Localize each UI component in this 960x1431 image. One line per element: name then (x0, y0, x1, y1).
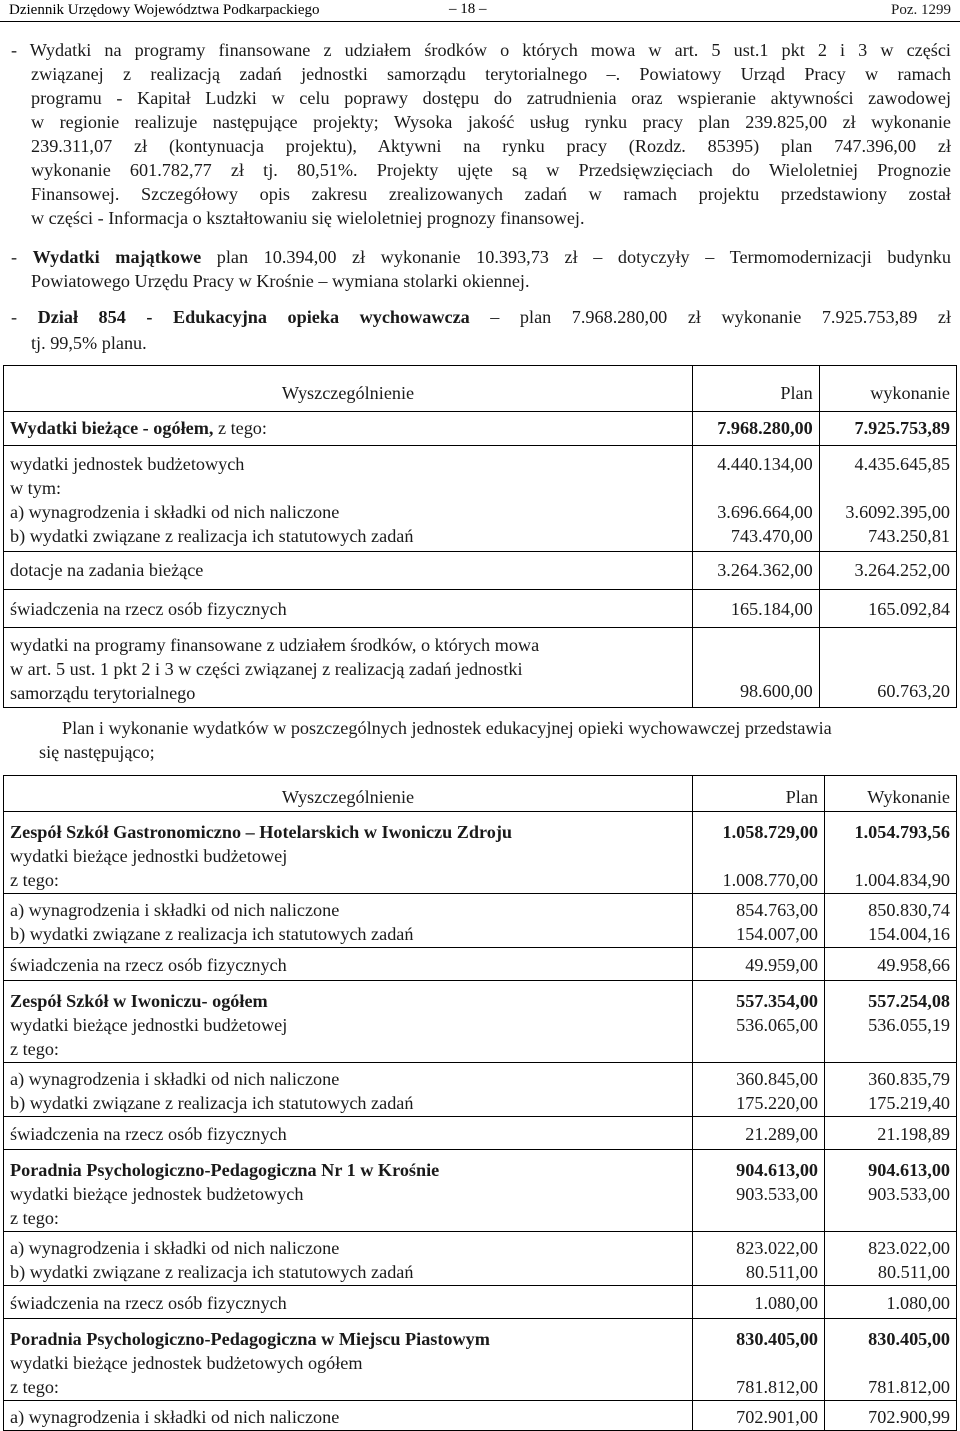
plan-value: 80.511,00 (745, 1262, 818, 1282)
table-row (4, 1286, 957, 1319)
plan-values (693, 1063, 825, 1117)
plan-value: 830.405,00 (736, 1329, 818, 1349)
plan-value (699, 476, 813, 500)
plan-value: 49.959,00 (745, 955, 818, 975)
exec-value: 175.219,40 (868, 1093, 950, 1113)
row-line: Poradnia Psychologiczno-Pedagogiczna w Miejscu Piastowym (10, 1329, 490, 1349)
plan-values (693, 1401, 825, 1431)
row-line: Zespół Szkół w Iwoniczu- ogółem (10, 991, 268, 1011)
table-row (4, 1232, 957, 1286)
plan-value: 743.470,00 (730, 526, 813, 546)
plan-value (699, 1351, 818, 1375)
row-line: samorządu terytorialnego (10, 683, 196, 703)
plan-value: 854.763,00 (736, 900, 818, 920)
plan-value: 175.220,00 (736, 1093, 818, 1113)
plan-values (693, 1319, 825, 1401)
plan-value (699, 844, 818, 868)
row-line: z tego: (10, 1039, 59, 1059)
position-number: Poz. 1299 (891, 2, 951, 18)
exec-value (826, 476, 950, 500)
exec-value: 360.835,79 (868, 1069, 950, 1089)
row-label (4, 1232, 693, 1286)
row-line: Poradnia Psychologiczno-Pedagogiczna Nr 1 w Krośnie (10, 1160, 440, 1180)
exec-values (825, 1401, 957, 1431)
table-header-row (4, 776, 957, 812)
row-line: b) wydatki związane z realizacja ich statutowych zadań (10, 526, 414, 546)
row-label (4, 412, 693, 446)
exec-value: 781.812,00 (868, 1377, 950, 1397)
row-line: b) wydatki związane z realizacja ich statutowych zadań (10, 1093, 414, 1113)
header-plan: Plan (693, 776, 825, 812)
exec-value: 904.613,00 (868, 1160, 950, 1180)
exec-value: 154.004,16 (868, 924, 950, 944)
exec-value: 165.092,84 (819, 590, 956, 628)
row-label (4, 1150, 693, 1232)
table-header-row (4, 366, 957, 412)
units-table (3, 775, 957, 1431)
row-line: a) wynagrodzenia i składki od nich naliczone (10, 1069, 340, 1089)
row-line: wydatki na programy finansowane z udziałem środków, o których mowa (10, 635, 540, 655)
row-line: a) wynagrodzenia i składki od nich naliczone (10, 502, 340, 522)
header-description: Wyszczególnienie (4, 776, 693, 812)
exec-values (825, 1319, 957, 1401)
paragraph-line: Plan i wykonanie wydatków w poszczególnych jednostek edukacyjnej opieki wychowawczej przedstawia (62, 718, 832, 738)
row-line: wydatki jednostek budżetowych (10, 454, 245, 474)
table-row (4, 590, 957, 628)
row-label (4, 812, 693, 894)
exec-value (831, 1206, 950, 1230)
plan-value: 1.080,00 (754, 1293, 818, 1313)
exec-value: 7.925.753,89 (819, 412, 956, 446)
plan-value: 98.600,00 (693, 628, 820, 708)
exec-value: 80.511,00 (877, 1262, 950, 1282)
plan-value: 823.022,00 (736, 1238, 818, 1258)
paragraph-line: tj. 99,5% planu. (31, 333, 147, 353)
exec-values (825, 894, 957, 948)
exec-value: 823.022,00 (868, 1238, 950, 1258)
row-label (4, 948, 693, 981)
exec-value: 850.830,74 (868, 900, 950, 920)
dash: - (11, 247, 33, 267)
line-text: plan 10.394,00 zł wykonanie 10.393,73 zł – dotyczyły – Termomodernizacji budynku (201, 247, 951, 267)
row-line: w tym: (10, 478, 62, 498)
plan-value: 165.184,00 (693, 590, 820, 628)
row-label: świadczenia na rzecz osób fizycznych (4, 590, 693, 628)
exec-value: 1.080,00 (886, 1293, 950, 1313)
exec-value: 3.264.252,00 (819, 552, 956, 590)
table-row (4, 948, 957, 981)
exec-value (831, 1351, 950, 1375)
paragraph-line: Finansowej. Szczegółowy opis zakresu zrealizowanych zadań w ramach projektu przedstawiony został (31, 184, 951, 204)
row-line: b) wydatki związane z realizacja ich statutowych zadań (10, 1262, 414, 1282)
plan-value: 557.354,00 (736, 991, 818, 1011)
plan-value: 536.065,00 (736, 1015, 818, 1035)
plan-values (693, 1117, 825, 1150)
exec-values (825, 1117, 957, 1150)
table-row (4, 1319, 957, 1401)
exec-value (831, 1037, 950, 1061)
plan-value: 154.007,00 (736, 924, 818, 944)
paragraph-line: wykonanie 601.782,77 zł tj. 80,51%. Projekty ujęte są w Przedsięwzięciach do Wieloletniej Prognozie (31, 160, 951, 180)
plan-value: 3.696.664,00 (717, 502, 813, 522)
plan-values (693, 1232, 825, 1286)
exec-value: 702.900,99 (868, 1407, 950, 1427)
exec-value: 743.250,81 (868, 526, 950, 546)
row-label (4, 628, 693, 708)
paragraph-line: 239.311,07 zł (kontynuacja projektu), Aktywni na rynku pracy (Rozdz. 85395) plan 747.396,00 zł (31, 136, 951, 156)
row-line: wydatki bieżące jednostek budżetowych ogółem (10, 1353, 363, 1373)
table-row (4, 628, 957, 708)
majatkowe-paragraph (11, 245, 951, 293)
header-plan: Plan (693, 366, 820, 412)
table-row (4, 412, 957, 446)
row-label-rest: z tego: (213, 418, 267, 438)
plan-values (693, 948, 825, 981)
plan-value: 1.058.729,00 (722, 822, 818, 842)
plan-value: 903.533,00 (736, 1184, 818, 1204)
row-line: świadczenia na rzecz osób fizycznych (10, 955, 287, 975)
paragraph-line (11, 305, 951, 331)
bold-term: Wydatki majątkowe (32, 247, 202, 267)
journal-title: Dziennik Urzędowy Województwa Podkarpackiego (9, 2, 320, 18)
plan-value: 21.289,00 (745, 1124, 818, 1144)
header-rule (0, 21, 960, 22)
exec-value: 21.198,89 (877, 1124, 950, 1144)
exec-values (819, 446, 956, 552)
paragraph-line: związanej z realizacją zadań jednostki samorządu terytorialnego –. Powiatowy Urząd Pracy w ramach (31, 64, 951, 84)
table-row (4, 552, 957, 590)
page-header (9, 0, 951, 20)
exec-values (825, 948, 957, 981)
dash: - (11, 307, 38, 327)
exec-value: 1.004.834,90 (854, 870, 950, 890)
row-line: z tego: (10, 1208, 59, 1228)
exec-value: 1.054.793,56 (854, 822, 950, 842)
paragraph-line: w części - Informacja o kształtowaniu się wieloletniej prognozy finansowej. (31, 208, 585, 228)
row-label (4, 1319, 693, 1401)
paragraph-line: programu - Kapitał Ludzki w celu poprawy dostępu do zatrudnienia oraz wspieranie aktywności zawodowej (31, 88, 951, 108)
row-label: dotacje na zadania bieżące (4, 552, 693, 590)
exec-value: 49.958,66 (877, 955, 950, 975)
row-line: z tego: (10, 1377, 59, 1397)
dzial-paragraph (11, 305, 951, 355)
row-line: a) wynagrodzenia i składki od nich naliczone (10, 900, 340, 920)
row-line: Zespół Szkół Gastronomiczno – Hotelarskich w Iwoniczu Zdroju (10, 822, 513, 842)
exec-value: 60.763,20 (819, 628, 956, 708)
header-exec: Wykonanie (825, 776, 957, 812)
exec-values (825, 1286, 957, 1319)
paragraph-line: w regionie realizuje następujące projekty; Wysoka jakość usług rynku pracy plan 239.825,00 zł wykonanie (31, 112, 951, 132)
plan-value: 4.440.134,00 (717, 454, 813, 474)
summary-table (3, 365, 957, 708)
row-label (4, 1286, 693, 1319)
exec-values (825, 981, 957, 1063)
intro-paragraph (11, 38, 951, 230)
exec-value: 557.254,08 (868, 991, 950, 1011)
plan-value: 702.901,00 (736, 1407, 818, 1427)
plan-value: 781.812,00 (736, 1377, 818, 1397)
row-label (4, 1063, 693, 1117)
table-row (4, 981, 957, 1063)
plan-paragraph (10, 716, 951, 764)
plan-value: 360.845,00 (736, 1069, 818, 1089)
plan-value (699, 1206, 818, 1230)
exec-value: 536.055,19 (868, 1015, 950, 1035)
plan-value: 7.968.280,00 (693, 412, 820, 446)
page-number: – 18 – (449, 1, 487, 17)
table-row (4, 1063, 957, 1117)
plan-values (693, 981, 825, 1063)
row-label (4, 1401, 693, 1431)
row-line: wydatki bieżące jednostek budżetowych (10, 1184, 304, 1204)
plan-value: 904.613,00 (736, 1160, 818, 1180)
plan-value: 1.008.770,00 (722, 870, 818, 890)
exec-value (831, 844, 950, 868)
header-description: Wyszczególnienie (4, 366, 693, 412)
table-row (4, 1401, 957, 1431)
bold-term: Wydatki bieżące - ogółem, (10, 418, 214, 438)
table-row (4, 1117, 957, 1150)
exec-value: 903.533,00 (868, 1184, 950, 1204)
plan-values (693, 812, 825, 894)
row-line: a) wynagrodzenia i składki od nich naliczone (10, 1238, 340, 1258)
exec-values (825, 1232, 957, 1286)
plan-values (693, 1150, 825, 1232)
exec-values (825, 1063, 957, 1117)
row-line: wydatki bieżące jednostki budżetowej (10, 846, 288, 866)
row-label (4, 981, 693, 1063)
line-text: – plan 7.968.280,00 zł wykonanie 7.925.753,89 zł (469, 307, 951, 327)
plan-values (693, 1286, 825, 1319)
exec-values (825, 812, 957, 894)
row-line: z tego: (10, 870, 59, 890)
plan-values (693, 894, 825, 948)
header-exec: wykonanie (819, 366, 956, 412)
row-line: świadczenia na rzecz osób fizycznych (10, 1293, 287, 1313)
row-line: a) wynagrodzenia i składki od nich naliczone (10, 1407, 340, 1427)
bold-term: Dział 854 - Edukacyjna opieka wychowawcza (37, 307, 470, 327)
paragraph-line: się następująco; (39, 742, 155, 762)
paragraph-line (11, 245, 951, 269)
row-line: wydatki bieżące jednostki budżetowej (10, 1015, 288, 1035)
paragraph-line: - Wydatki na programy finansowane z udziałem środków o których mowa w art. 5 ust.1 pkt 2 i 3 w części (11, 40, 951, 60)
table-row (4, 894, 957, 948)
row-label (4, 1117, 693, 1150)
plan-values (693, 446, 820, 552)
paragraph-line: Powiatowego Urzędu Pracy w Krośnie – wymiana stolarki okiennej. (31, 271, 530, 291)
table-row (4, 812, 957, 894)
table-row (4, 446, 957, 552)
exec-values (825, 1150, 957, 1232)
row-line: b) wydatki związane z realizacja ich statutowych zadań (10, 924, 414, 944)
row-label (4, 894, 693, 948)
row-label (4, 446, 693, 552)
exec-value: 830.405,00 (868, 1329, 950, 1349)
row-line: w art. 5 ust. 1 pkt 2 i 3 w części związanej z realizacją zadań jednostki (10, 659, 523, 679)
plan-value: 3.264.362,00 (693, 552, 820, 590)
exec-value: 3.6092.395,00 (845, 502, 950, 522)
row-line: świadczenia na rzecz osób fizycznych (10, 1124, 287, 1144)
exec-value: 4.435.645,85 (854, 454, 950, 474)
plan-value (699, 1037, 818, 1061)
table-row (4, 1150, 957, 1232)
